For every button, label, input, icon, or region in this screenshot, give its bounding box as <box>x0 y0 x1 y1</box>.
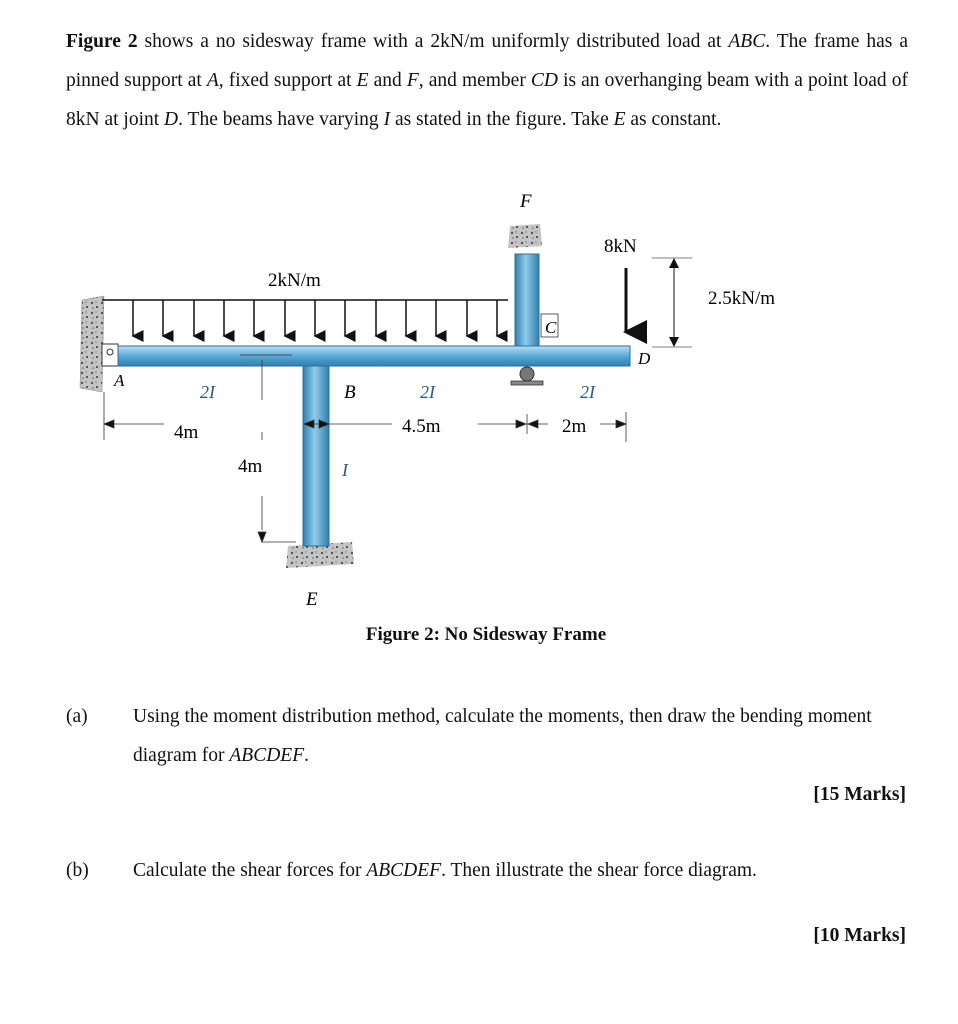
intro-text-5: , and member <box>418 70 531 91</box>
label-e: E <box>306 589 318 610</box>
label-a: A <box>114 371 125 390</box>
intro-text-3: , fixed support at <box>218 70 357 91</box>
label-8kn: 8kN <box>604 236 637 257</box>
label-b: B <box>344 382 356 403</box>
label-2i-bc: 2I <box>420 382 435 402</box>
beam-abcd <box>118 346 630 366</box>
question-b-label: (b) <box>66 860 89 881</box>
question-a-label: (a) <box>66 706 88 727</box>
label-2i-cd: 2I <box>580 382 595 402</box>
intro-d: D <box>164 109 179 130</box>
question-a-text-2: . <box>304 745 309 766</box>
label-udl: 2kN/m <box>268 270 321 291</box>
dim-4-5m: 4.5m <box>402 416 441 437</box>
dimension-lines <box>104 355 626 542</box>
intro-e2: E <box>613 109 626 130</box>
column-be <box>303 366 329 546</box>
intro-e: E <box>356 70 369 91</box>
label-udl2: 2.5kN/m <box>708 288 776 309</box>
question-a-abcdef: ABCDEF <box>229 745 305 766</box>
problem-statement <box>66 22 908 139</box>
figure-caption: Figure 2: No Sidesway Frame <box>365 624 607 645</box>
question-a-text <box>133 697 911 775</box>
label-i-be: I <box>342 460 348 480</box>
intro-abc: ABC <box>728 31 766 52</box>
figure-ref: Figure 2 <box>66 31 138 52</box>
question-b-text-1: Calculate the shear forces for <box>133 860 367 881</box>
intro-text-6: is an overhanging beam with a point load of 8kN at joint <box>66 70 908 130</box>
label-d: D <box>638 349 651 368</box>
intro-cd: CD <box>530 70 558 91</box>
intro-text-1: shows a no sidesway frame with a 2kN/m uniformly distributed load at <box>137 31 729 52</box>
column-cf <box>515 254 539 349</box>
dim-2-5-vertical <box>652 258 692 347</box>
intro-text-9: as constant. <box>625 109 722 130</box>
label-2i-ab: 2I <box>200 382 215 402</box>
dim-2m: 2m <box>562 416 587 437</box>
intro-text-2: . The frame has a pinned support at <box>66 31 908 91</box>
frame-figure <box>0 180 958 620</box>
question-b-text <box>133 851 911 890</box>
label-f: F <box>520 191 532 212</box>
fixed-support-f <box>508 224 542 248</box>
question-a-marks: [15 Marks] <box>813 784 906 805</box>
question-b-text-2: . Then illustrate the shear force diagram. <box>441 860 757 881</box>
label-c: C <box>545 318 557 337</box>
wall-support-a <box>80 296 118 392</box>
intro-text-8: as stated in the figure. Take <box>390 109 614 130</box>
intro-text-4: and <box>368 70 407 91</box>
question-b-abcdef: ABCDEF <box>366 860 442 881</box>
question-b-marks: [10 Marks] <box>813 925 906 946</box>
intro-i: I <box>383 109 391 130</box>
dim-4m-horizontal: 4m <box>174 422 199 443</box>
udl-arrows <box>102 300 508 336</box>
intro-a: A <box>206 70 219 91</box>
roller-support-c <box>511 367 543 385</box>
intro-text-7: . The beams have varying <box>178 109 384 130</box>
dim-4m-vertical: 4m <box>238 456 263 477</box>
question-a-text-1: Using the moment distribution method, calculate the moments, then draw the bending moment diagram for <box>133 706 872 766</box>
intro-f: F <box>406 70 419 91</box>
